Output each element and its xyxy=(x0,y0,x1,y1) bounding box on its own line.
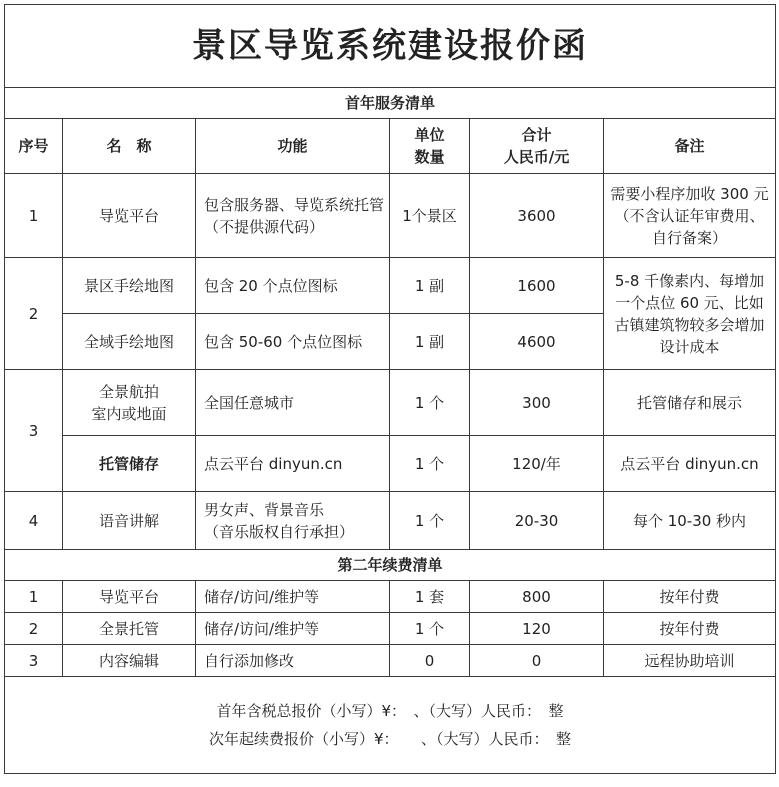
header-unit-line2: 数量 xyxy=(414,148,445,166)
cell-function: 全国任意城市 xyxy=(196,370,390,436)
cell-function: 储存/访问/维护等 xyxy=(196,581,390,613)
cell-unit: 1 个 xyxy=(390,613,470,645)
table-row xyxy=(5,581,776,613)
cell-total: 120 xyxy=(470,613,604,645)
cell-total: 800 xyxy=(470,581,604,613)
table-header-row xyxy=(5,119,776,174)
cell-seq: 2 xyxy=(5,258,63,370)
cell-unit: 1 个 xyxy=(390,492,470,550)
cell-unit: 1 套 xyxy=(390,581,470,613)
cell-unit: 1个景区 xyxy=(390,174,470,258)
quote-summary xyxy=(5,677,776,774)
cell-name: 全景托管 xyxy=(63,613,196,645)
cell-unit: 1 个 xyxy=(390,370,470,436)
cell-total: 3600 xyxy=(470,174,604,258)
cell-unit: 1 副 xyxy=(390,258,470,314)
cell-unit: 1 副 xyxy=(390,314,470,370)
header-total-line1: 合计 xyxy=(521,126,552,144)
cell-unit: 1 个 xyxy=(390,436,470,492)
table-row xyxy=(5,258,776,314)
cell-note: 按年付费 xyxy=(604,613,776,645)
table-row xyxy=(5,370,776,436)
cell-function-line1: 男女声、背景音乐 xyxy=(204,500,325,519)
cell-note: 需要小程序加收 300 元（不含认证年审费用、自行备案） xyxy=(604,174,776,258)
table-row xyxy=(5,436,776,492)
cell-function: 储存/访问/维护等 xyxy=(196,613,390,645)
first-year-total-line: 首年含税总报价（小写）¥： 、（大写）人民币： 整 xyxy=(216,702,564,720)
cell-name: 语音讲解 xyxy=(63,492,196,550)
cell-seq: 3 xyxy=(5,645,63,677)
cell-total: 0 xyxy=(470,645,604,677)
cell-seq: 2 xyxy=(5,613,63,645)
cell-note: 每个 10-30 秒内 xyxy=(604,492,776,550)
cell-function: 包含 20 个点位图标 xyxy=(196,258,390,314)
cell-name: 托管储存 xyxy=(63,436,196,492)
cell-total: 300 xyxy=(470,370,604,436)
cell-seq: 4 xyxy=(5,492,63,550)
header-unit-line1: 单位 xyxy=(414,126,445,144)
cell-unit: 0 xyxy=(390,645,470,677)
cell-name: 内容编辑 xyxy=(63,645,196,677)
cell-function: 包含 50-60 个点位图标 xyxy=(196,314,390,370)
cell-name: 景区手绘地图 xyxy=(63,258,196,314)
table-row xyxy=(5,492,776,550)
cell-seq: 1 xyxy=(5,581,63,613)
header-seq: 序号 xyxy=(5,119,63,174)
header-total-line2: 人民币/元 xyxy=(503,148,570,166)
table-row xyxy=(5,613,776,645)
page-title: 景区导览系统建设报价函 xyxy=(5,5,776,88)
cell-note: 按年付费 xyxy=(604,581,776,613)
cell-note: 5-8 千像素内、每增加一个点位 60 元、比如古镇建筑物较多会增加设计成本 xyxy=(604,258,776,370)
cell-note: 托管储存和展示 xyxy=(604,370,776,436)
cell-function xyxy=(196,492,390,550)
cell-seq: 3 xyxy=(5,370,63,492)
cell-note: 点云平台 dinyun.cn xyxy=(604,436,776,492)
cell-function: 自行添加修改 xyxy=(196,645,390,677)
header-name: 名 称 xyxy=(63,119,196,174)
cell-total: 20-30 xyxy=(470,492,604,550)
cell-function: 包含服务器、导览系统托管（不提供源代码） xyxy=(196,174,390,258)
header-total xyxy=(470,119,604,174)
cell-total: 1600 xyxy=(470,258,604,314)
header-function: 功能 xyxy=(196,119,390,174)
section-second-year: 第二年续费清单 xyxy=(5,550,776,581)
section-first-year: 首年服务清单 xyxy=(5,88,776,119)
cell-total: 120/年 xyxy=(470,436,604,492)
cell-name xyxy=(63,370,196,436)
table-row xyxy=(5,174,776,258)
cell-name: 全域手绘地图 xyxy=(63,314,196,370)
cell-function: 点云平台 dinyun.cn xyxy=(196,436,390,492)
cell-name: 导览平台 xyxy=(63,581,196,613)
cell-note: 远程协助培训 xyxy=(604,645,776,677)
header-note: 备注 xyxy=(604,119,776,174)
renewal-total-line: 次年起续费报价（小写）¥： 、（大写）人民币： 整 xyxy=(208,730,572,748)
header-unit xyxy=(390,119,470,174)
cell-seq: 1 xyxy=(5,174,63,258)
quote-sheet xyxy=(4,4,775,774)
cell-total: 4600 xyxy=(470,314,604,370)
cell-name-line2: 室内或地面 xyxy=(91,404,167,423)
quote-table xyxy=(4,4,776,774)
cell-name-line1: 全景航拍 xyxy=(98,382,159,401)
table-row xyxy=(5,645,776,677)
cell-name: 导览平台 xyxy=(63,174,196,258)
cell-function-line2: （音乐版权自行承担） xyxy=(204,522,355,541)
